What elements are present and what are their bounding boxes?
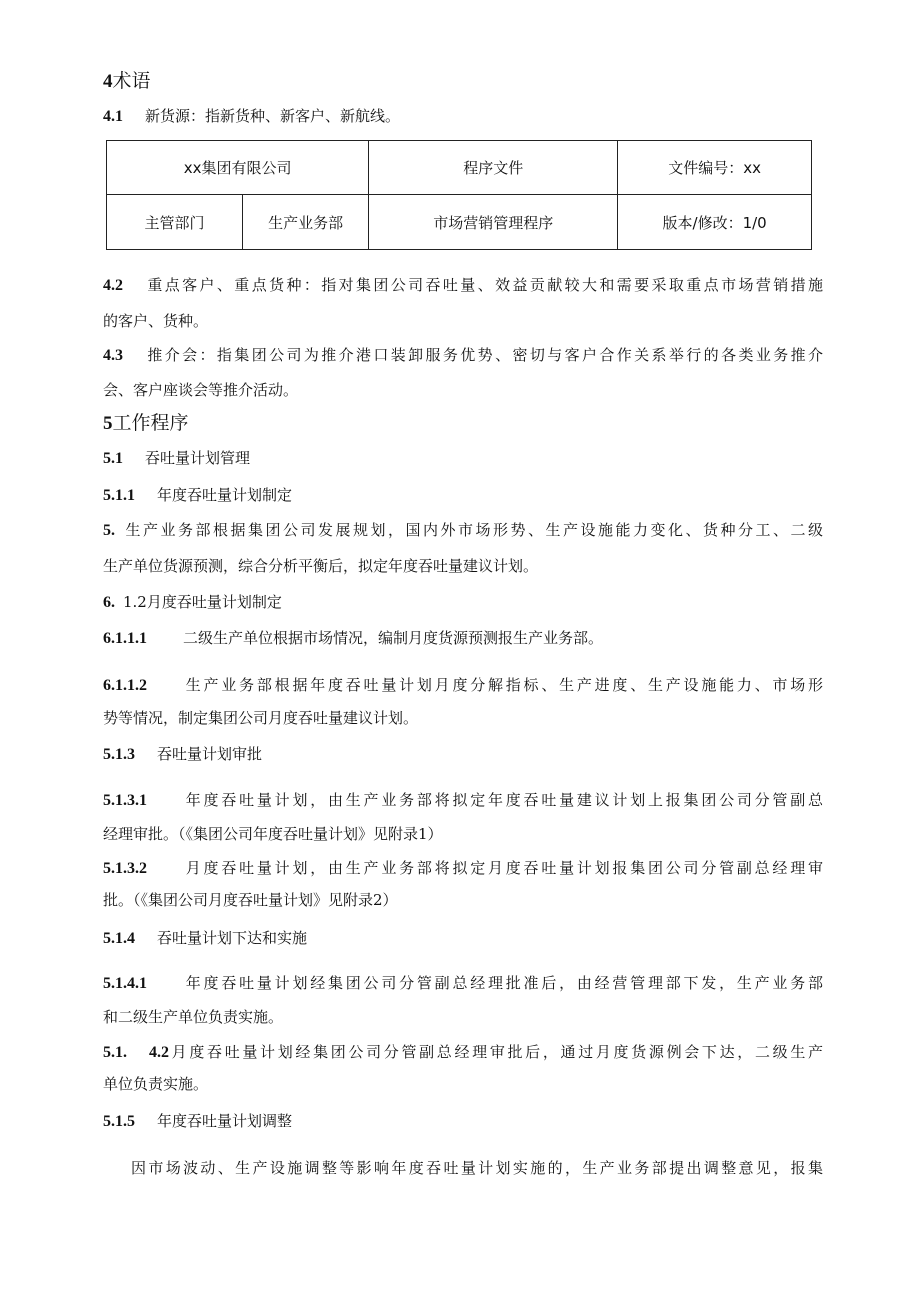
clause-4-1: 4.1 新货源：指新货种、新客户、新航线。 [103,107,401,125]
heading-text: 工作程序 [112,412,189,434]
company-cell: xx集团有限公司 [107,141,369,195]
para-last: 因市场波动、生产设施调整等影响年度吞吐量计划实施的，生产业务部提出调整意见，报集 [131,1159,823,1177]
document-header-table [106,140,812,250]
clause-5-1-4-2-line2: 单位负责实施。 [103,1075,209,1093]
para-5-line2: 生产单位货源预测，综合分析平衡后，拟定年度吞吐量建议计划。 [103,557,539,575]
clause-5-1-3-1-line1: 5.1.3.1 年度吞吐量计划，由生产业务部将拟定年度吞吐量建议计划上报集团公司分管副总 [103,791,823,809]
clause-4-2-line1: 4.2 重点客户、重点货种：指对集团公司吞吐量、效益贡献较大和需要采取重点市场营销措施 [103,276,823,294]
para-6: 6. 1.2月度吞吐量计划制定 [103,593,282,611]
clause-5-1-4: 5.1.4 吞吐量计划下达和实施 [103,929,308,947]
heading-text: 术语 [112,70,151,92]
clause-5-1-4-1-line2: 和二级生产单位负责实施。 [103,1008,284,1026]
dept-label-cell: 主管部门 [107,195,243,250]
clause-6-1-1-2-line1: 6.1.1.2 生产业务部根据年度吞吐量计划月度分解指标、生产进度、生产设施能力、市场形 [103,676,823,694]
clause-5-1-1: 5.1.1 年度吞吐量计划制定 [103,486,293,504]
clause-5-1-3-2-line1: 5.1.3.2 月度吞吐量计划，由生产业务部将拟定月度吞吐量计划报集团公司分管副总经理审 [103,859,823,877]
clause-5-1: 5.1 吞吐量计划管理 [103,449,251,467]
clause-5-1-3: 5.1.3 吞吐量计划审批 [103,745,263,763]
clause-4-3-line1: 4.3 推介会：指集团公司为推介港口装卸服务优势、密切与客户合作关系举行的各类业务推介 [103,346,823,364]
doc-type-cell: 程序文件 [369,141,618,195]
clause-5-1-4-2-line1: 5.1. 4.2月度吞吐量计划经集团公司分管副总经理审批后，通过月度货源例会下达，二级生产 [103,1043,823,1061]
clause-5-1-3-1-line2: 经理审批。（《集团公司年度吞吐量计划》见附录1） [103,825,443,843]
dept-value-cell: 生产业务部 [243,195,369,250]
clause-6-1-1-2-line2: 势等情况，制定集团公司月度吞吐量建议计划。 [103,709,419,727]
clause-5-1-4-1-line1: 5.1.4.1 年度吞吐量计划经集团公司分管副总经理批准后，由经营管理部下发，生产业务部 [103,974,823,992]
clause-5-1-5: 5.1.5 年度吞吐量计划调整 [103,1112,293,1130]
section-5-heading: 5工作程序 [103,412,189,434]
para-5-line1: 5. 生产业务部根据集团公司发展规划，国内外市场形势、生产设施能力变化、货种分工、二级 [103,521,823,539]
clause-4-2-line2: 的客户、货种。 [103,312,209,330]
procedure-name-cell: 市场营销管理程序 [369,195,618,250]
clause-5-1-3-2-line2: 批。（《集团公司月度吞吐量计划》见附录2） [103,891,398,909]
clause-6-1-1-1: 6.1.1.1 二级生产单位根据市场情况，编制月度货源预测报生产业务部。 [103,629,604,647]
version-cell: 版本/修改：1/0 [618,195,812,250]
clause-4-3-line2: 会、客户座谈会等推介活动。 [103,381,299,399]
doc-number-cell: 文件编号：xx [618,141,812,195]
section-4-heading: 4术语 [103,70,151,92]
